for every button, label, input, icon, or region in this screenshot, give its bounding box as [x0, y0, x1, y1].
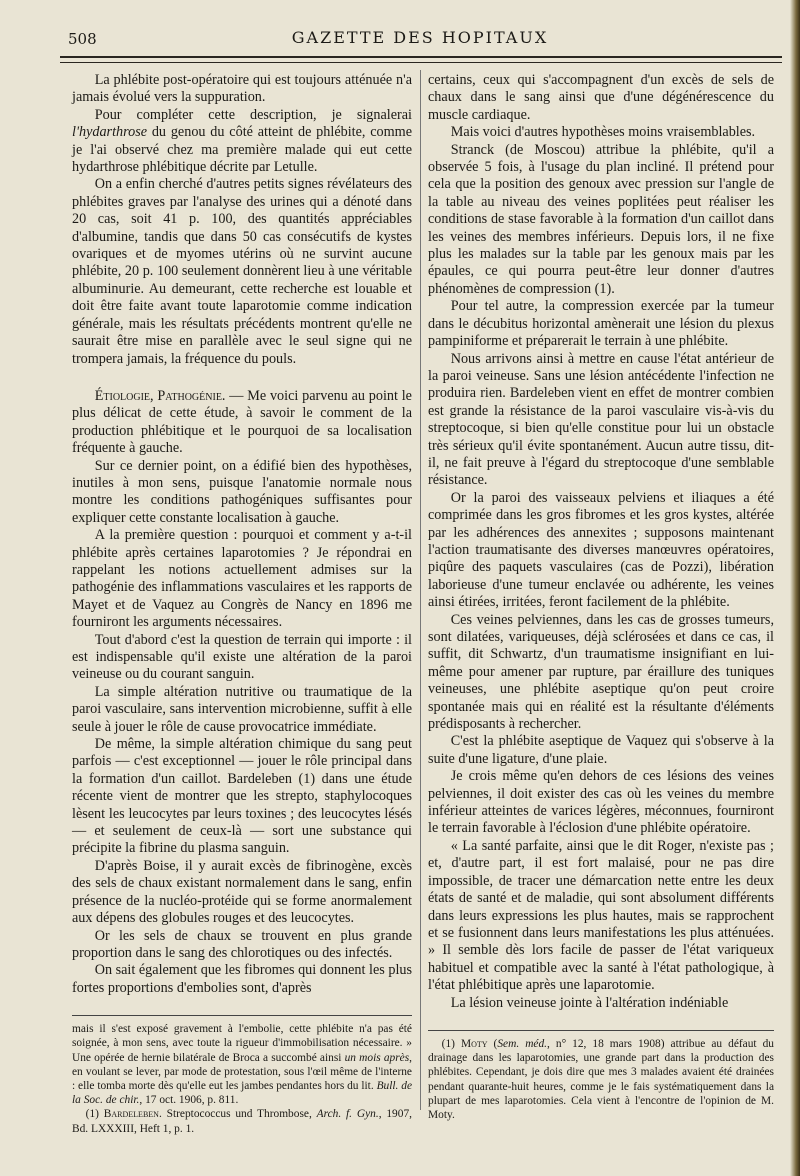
- paragraph: De même, la simple altération chimique du sang peut parfois — c'est exceptionnel — jouer le rôle principal dans la formation d'un caillot. Bardeleben (1) dans une étude récente vient de montrer que les strepto, staphylocoques lèsent les leucocytes par leurs toxines ; des leucocytes lésés — et seulement de ceux-là — sort une substance qui précipite la fibrine du plasma sanguin.: [72, 736, 412, 857]
- footnotes: [72, 1022, 412, 1136]
- paragraph: La phlébite post-opératoire qui est toujours atténuée n'a jamais évolué vers la suppuration.: [72, 72, 412, 106]
- paragraph: Je crois même qu'en dehors de ces lésions des veines pelviennes, il doit exister des cas où les veines du membre inférieur atteintes de varices légères, méconnues, fourniront le terrain favorable à l'éclosion d'une phlébite opératoire.: [428, 768, 774, 837]
- running-title: GAZETTE DES HOPITAUX: [291, 28, 549, 47]
- section-heading: Étiologie, Pathogénie.: [94, 387, 226, 404]
- page-header: [60, 24, 780, 48]
- paragraph: Pour compléter cette description, je signalerai l'hydarthrose du genou du côté atteint de phlébite, comme je l'ai observé chez ma première malade qui eut cette hydarthrose phlébitique décrite par Letulle.: [72, 106, 412, 176]
- footnote-rule: [428, 1030, 774, 1031]
- paragraph: A la première question : pourquoi et comment y a-t-il phlébite après certaines laparotomies ? Je répondrai en rappelant les notions actuellement admises sur la pathogénie des inflammations vasculaires et les rapports de Mayet et de Vaquez au Congrès de Nancy en 1896 me fourniront les arguments nécessaires.: [72, 527, 412, 631]
- footnote-rule: [72, 1015, 412, 1016]
- paragraph: La simple altération nutritive ou traumatique de la paroi vasculaire, sans intervention microbienne, suffit à elle seule à jouer le rôle de cause provocatrice immédiate.: [72, 683, 412, 735]
- page-edge: [790, 0, 800, 1176]
- paragraph: On a enfin cherché d'autres petits signes révélateurs des phlébites graves par l'analyse des urines qui a dénoté dans 20 cas, soit 41 p. 100, des quantités appréciables d'albumine, tandis que dans 50 cas consécutifs de kystes ovariques et de myomes utérins où ne survint aucune phlébite, 20 p. 100 seulement donnèrent lieu à une véritable albuminurie. Au demeurant, cette recherche est louable et doit être faite avant toute laparotomie comme indication générale, mais les résultats précédents montrent qu'elle ne saurait être mise en parallèle avec le seul signe qui ne trompera jamais, la fréquence du pouls.: [72, 176, 412, 367]
- paragraph: Tout d'abord c'est la question de terrain qui importe : il est indispensable qu'il existe une altération de la paroi veineuse ou du courant sanguin.: [72, 631, 412, 683]
- right-column: [428, 72, 774, 1122]
- paragraph: D'après Boise, il y aurait excès de fibrinogène, excès des sels de chaux existant normalement dans le sang, enfin présence de la nucléo-protéide qui se forme anormalement aux dépens des globules rouges et des leucocytes.: [72, 857, 412, 927]
- footnote: (1) Bardeleben. Streptococcus und Thrombose, Arch. f. Gyn., 1907, Bd. LXXXIII, Heft 1, p. 1.: [72, 1108, 412, 1135]
- footnote: mais il s'est exposé gravement à l'embolie, cette phlébite n'a pas été soignée, à mon sens, avec toute la rigueur d'immobilisation nécessaire. » Une opérée de hernie bilatérale de Broca a succombé ainsi un mois après, en voulant se lever, par mode de protestation, sous l'œil même de l'interne : elle tomba morte dès qu'elle eut les jambes pendantes hors du lit. Bull. de la Soc. de chir., 17 oct. 1906, p. 811.: [72, 1023, 412, 1107]
- paragraph: « La santé parfaite, ainsi que le dit Roger, n'existe pas ; et, d'autre part, il est fort malaisé, pour ne pas dire impossible, de tracer une démarcation nette entre les deux états de santé et de maladie, qui sont absolument différents dans leurs expressions les plus hautes, mais se rapprochent et se fusionnent dans leurs manifestations les plus atténuées. » Il semble dès lors facile de passer de l'état variqueux habituel et compatible avec la santé à l'état pathologique, à l'état phlébitique après une laparotomie.: [428, 837, 774, 994]
- footnote: (1) Moty (Sem. méd., n° 12, 18 mars 1908) attribue au défaut du drainage dans les laparotomies, une grande part dans la production des phlébites. Cependant, je dois dire que mes 3 malades avaient été drainées pendant quarante-huit heures, comme je le fais systématiquement dans la plupart de mes laparotomies. Cela vient à l'encontre de l'opinion de M. Moty.: [428, 1037, 774, 1121]
- paragraph: Sur ce dernier point, on a édifié bien des hypothèses, inutiles à mon sens, puisque l'anatomie normale nous montre les conditions pathogéniques suffisantes pour expliquer cette constante localisation à gauche.: [72, 457, 412, 526]
- paragraph: certains, ceux qui s'accompagnent d'un excès de sels de chaux dans le sang ainsi que d'une dégénérescence du muscle cardiaque.: [428, 72, 774, 123]
- paragraph: Or les sels de chaux se trouvent en plus grande proportion dans le sang des chlorotiques ou des infectés.: [72, 927, 412, 961]
- footnotes: [428, 1037, 774, 1122]
- paragraph: Or la paroi des vaisseaux pelviens et iliaques a été comprimée dans les gros fibromes et les gros kystes, altérée par les adhérences des annexites ; supposons maintenant l'action traumatisante des diverses manœuvres opératoires, piqûre des paquets vasculaires (cas de Pozzi), libération laborieuse d'une tumeur enclavée ou adhérente, les veines ainsi étirées, irritées, feront facilement de la phlébite.: [428, 489, 774, 611]
- paragraph: La lésion veineuse jointe à l'altération indéniable: [450, 994, 729, 1011]
- paragraph: On sait également que les fibromes qui donnent les plus fortes proportions d'embolies sont, d'après: [72, 962, 412, 996]
- paragraph: C'est la phlébite aseptique de Vaquez qui s'observe à la suite d'une ligature, d'une plaie.: [428, 733, 774, 767]
- header-rule: [60, 56, 782, 58]
- paragraph: Pour tel autre, la compression exercée par la tumeur dans le décubitus horizontal amènerait une lésion du plexus pampiniforme et préparerait le terrain à une phlébite.: [428, 298, 774, 350]
- paragraph: Stranck (de Moscou) attribue la phlébite, qu'il a observée 5 fois, à l'usage du plan incliné. Il prétend pour cela que la position des genoux avec pression sur l'angle de la table au niveau des veines poplitées peut réaliser les conditions de stase favorable à la formation d'un caillot dans les veines des membres inférieurs. Depuis lors, il ne fixe plus les malades sur la table par les genoux mais par les épaules, ce qui pourra peut-être leur donner d'autres phénomènes de compression (1).: [428, 141, 774, 297]
- paragraph: Ces veines pelviennes, dans les cas de grosses tumeurs, sont dilatées, variqueuses, déjà sclérosées et dans ce cas, il suffit, dit Schwartz, d'un traumatisme insignifiant en lui-même pour amener par rupture, par éraillure des tuniques veineuses, une phlébite aseptique qu'on peut croire spontanée mais qui en réalité est la résultante d'éléments prédisposants à rechercher.: [428, 611, 774, 733]
- header-rule-thin: [60, 62, 782, 63]
- paragraph: Nous arrivons ainsi à mettre en cause l'état antérieur de la paroi veineuse. Sans une lésion antécédente l'infection ne produira rien. Bardeleben vient en effet de montrer combien est grande la résistance de la paroi vasculaire vis-à-vis du streptocoque, si bien qu'elle constitue pour lui un obstacle très sérieux qu'il évite spontanément. Aucun autre tissu, dit-il, ne fait preuve à l'égard du streptocoque d'une semblable résistance.: [428, 350, 774, 489]
- section-paragraph: Étiologie, Pathogénie. — Me voici parvenu au point le plus délicat de cette étude, à savoir le comment de la production phlébitique et le pourquoi de sa localisation fréquente à gauche.: [72, 387, 412, 457]
- emphasis: l'hydarthrose: [72, 124, 148, 141]
- left-column: [72, 72, 412, 1136]
- page-number: 508: [68, 30, 97, 48]
- paragraph: Mais voici d'autres hypothèses moins vraisemblables.: [450, 124, 756, 141]
- column-divider: [420, 70, 421, 1110]
